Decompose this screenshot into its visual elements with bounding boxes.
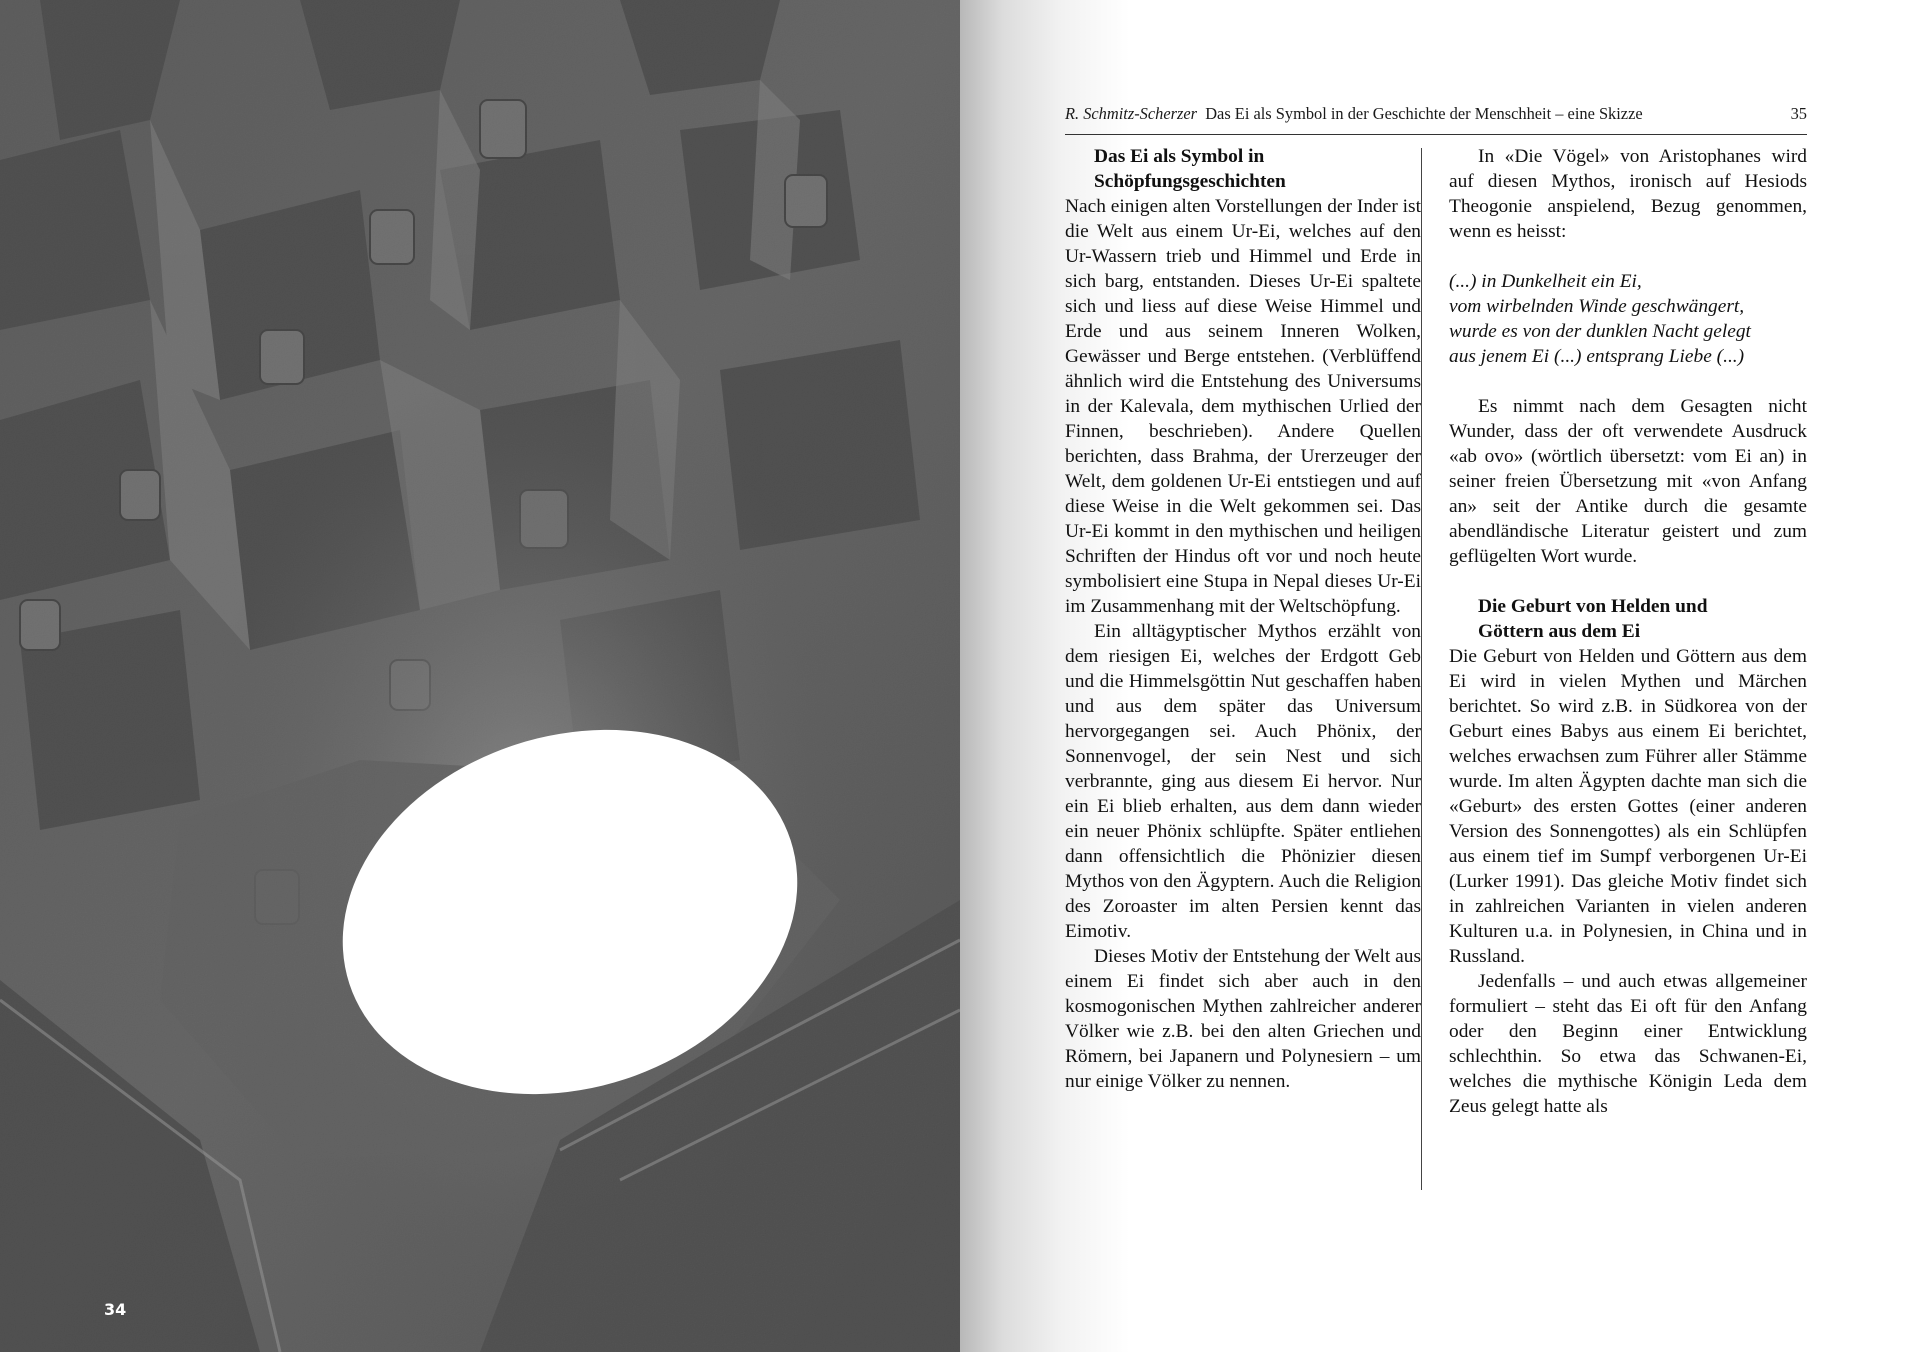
column-divider bbox=[1421, 148, 1422, 1190]
paragraph: Es nimmt nach dem Gesagten nicht Wunder, dass der oft verwendete Ausdruck «ab ovo» (wörtlich übersetzt: vom Ei an) in seiner freien Übersetzung mit «von Anfang an» seit der Antike durch die gesamte abendländische Literatur geistert und zum geflügelten Wort wurde. bbox=[1449, 396, 1807, 567]
paragraph: Ein alltägyptischer Mythos erzählt von dem riesigen Ei, welches der Erdgott Geb und die Himmelsgöttin Nut geschaffen haben und aus dem später das Universum hervorgegangen sei. Auch Phönix, der Sonnenvogel, der sein Nest und sich verbrannte, ging aus diesem Ei hervor. Nur ein Ei blieb erhalten, aus dem dann wieder ein neuer Phönix schlüpfte. Später entliehen dann offensichtlich die Phönizier diesen Mythos von den Ägyptern. Auch die Religion des Zoroaster im alten Persien kennt das Eimotiv. bbox=[1065, 621, 1421, 942]
header-rule bbox=[1065, 134, 1807, 135]
paragraph: Jedenfalls – und auch etwas allgemeiner formuliert – steht das Ei oft für den Anfang oder den Beginn einer Entwicklung schlechthin. So etwa das Schwanen-Ei, welches die mythische Königin Leda dem Zeus gelegt hatte als bbox=[1449, 971, 1807, 1117]
heading-line: Schöpfungsgeschichten bbox=[1094, 171, 1286, 192]
paragraph: Nach einigen alten Vorstellungen der Inder ist die Welt aus einem Ur-Ei, welches auf den Ur-Wassern trieb und Himmel und Erde in sich barg, entstanden. Dieses Ur-Ei spaltete sich und liess auf diese Weise Himmel und Erde und aus seinem Inneren Wolken, Gewässer und Berge entstehen. (Verblüffend ähnlich wird die Entstehung des Universums in der Kalevala, dem mythischen Urlied der Finnen, beschrieben). Andere Quellen berichten, dass Brahma, der Urerzeuger der Welt, dem goldenen Ur-Ei entstiegen und auf diese Weise in die Welt gekommen sei. Das Ur-Ei kommt in den mythischen und heiligen Schriften der Hindus oft vor und noch heute symbolisiert eine Stupa in Nepal dieses Ur-Ei im Zusammenhang mit der Weltschöpfung. bbox=[1065, 196, 1421, 617]
paragraph: In «Die Vögel» von Aristophanes wird auf diesen Mythos, ironisch auf Hesiods Theogonie anspielend, Bezug genommen, wenn es heisst: bbox=[1449, 146, 1807, 242]
quote-line: aus jenem Ei (...) entsprang Liebe (...) bbox=[1449, 346, 1745, 367]
heading-line: Göttern aus dem Ei bbox=[1478, 621, 1641, 642]
running-head bbox=[1065, 104, 1807, 124]
running-head-title: Das Ei als Symbol in der Geschichte der Menschheit – eine Skizze bbox=[1205, 104, 1643, 123]
quote-line: wurde es von der dunklen Nacht gelegt bbox=[1449, 321, 1751, 342]
heading-line: Die Geburt von Helden und bbox=[1478, 596, 1708, 617]
verse-quote bbox=[1449, 269, 1807, 369]
text-column-right bbox=[1449, 144, 1807, 1119]
running-head-author: R. Schmitz-Scherzer bbox=[1065, 104, 1198, 123]
section-heading-heroes bbox=[1449, 594, 1807, 644]
page-number-right: 35 bbox=[1790, 104, 1807, 123]
paragraph: Die Geburt von Helden und Göttern aus dem Ei wird in vielen Mythen und Märchen berichtet. So wird z.B. in Südkorea von der Geburt eines Babys aus einem Ei berichtet, welches erwachsen zum Führer aller Stämme wurde. Im alten Ägypten dachte man sich die «Geburt» des ersten Gottes (einer anderen Version des Sonnengottes) als ein Schlüpfen aus einem tief im Sumpf verborgenen Ur-Ei (Lurker 1991). Das gleiche Motiv findet sich in zahlreichen Varianten in vielen anderen Kulturen u.a. in Polynesien, in China und in Russland. bbox=[1449, 646, 1807, 967]
section-heading-creation bbox=[1065, 144, 1421, 194]
heading-line: Das Ei als Symbol in bbox=[1094, 146, 1265, 167]
quote-line: (...) in Dunkelheit ein Ei, bbox=[1449, 271, 1642, 292]
text-column-left bbox=[1065, 144, 1421, 1094]
right-page bbox=[960, 0, 1913, 1352]
running-head-text bbox=[1065, 104, 1643, 124]
page-number-left: 34 bbox=[104, 1300, 127, 1319]
paragraph: Dieses Motiv der Entstehung der Welt aus einem Ei findet sich aber auch in den kosmogonischen Mythen zahlreicher anderer Völker wie z.B. bei den alten Griechen und Römern, bei Japanern und Polynesiern – um nur einige Völker zu nennen. bbox=[1065, 946, 1421, 1092]
quote-line: vom wirbelnden Winde geschwängert, bbox=[1449, 296, 1745, 317]
